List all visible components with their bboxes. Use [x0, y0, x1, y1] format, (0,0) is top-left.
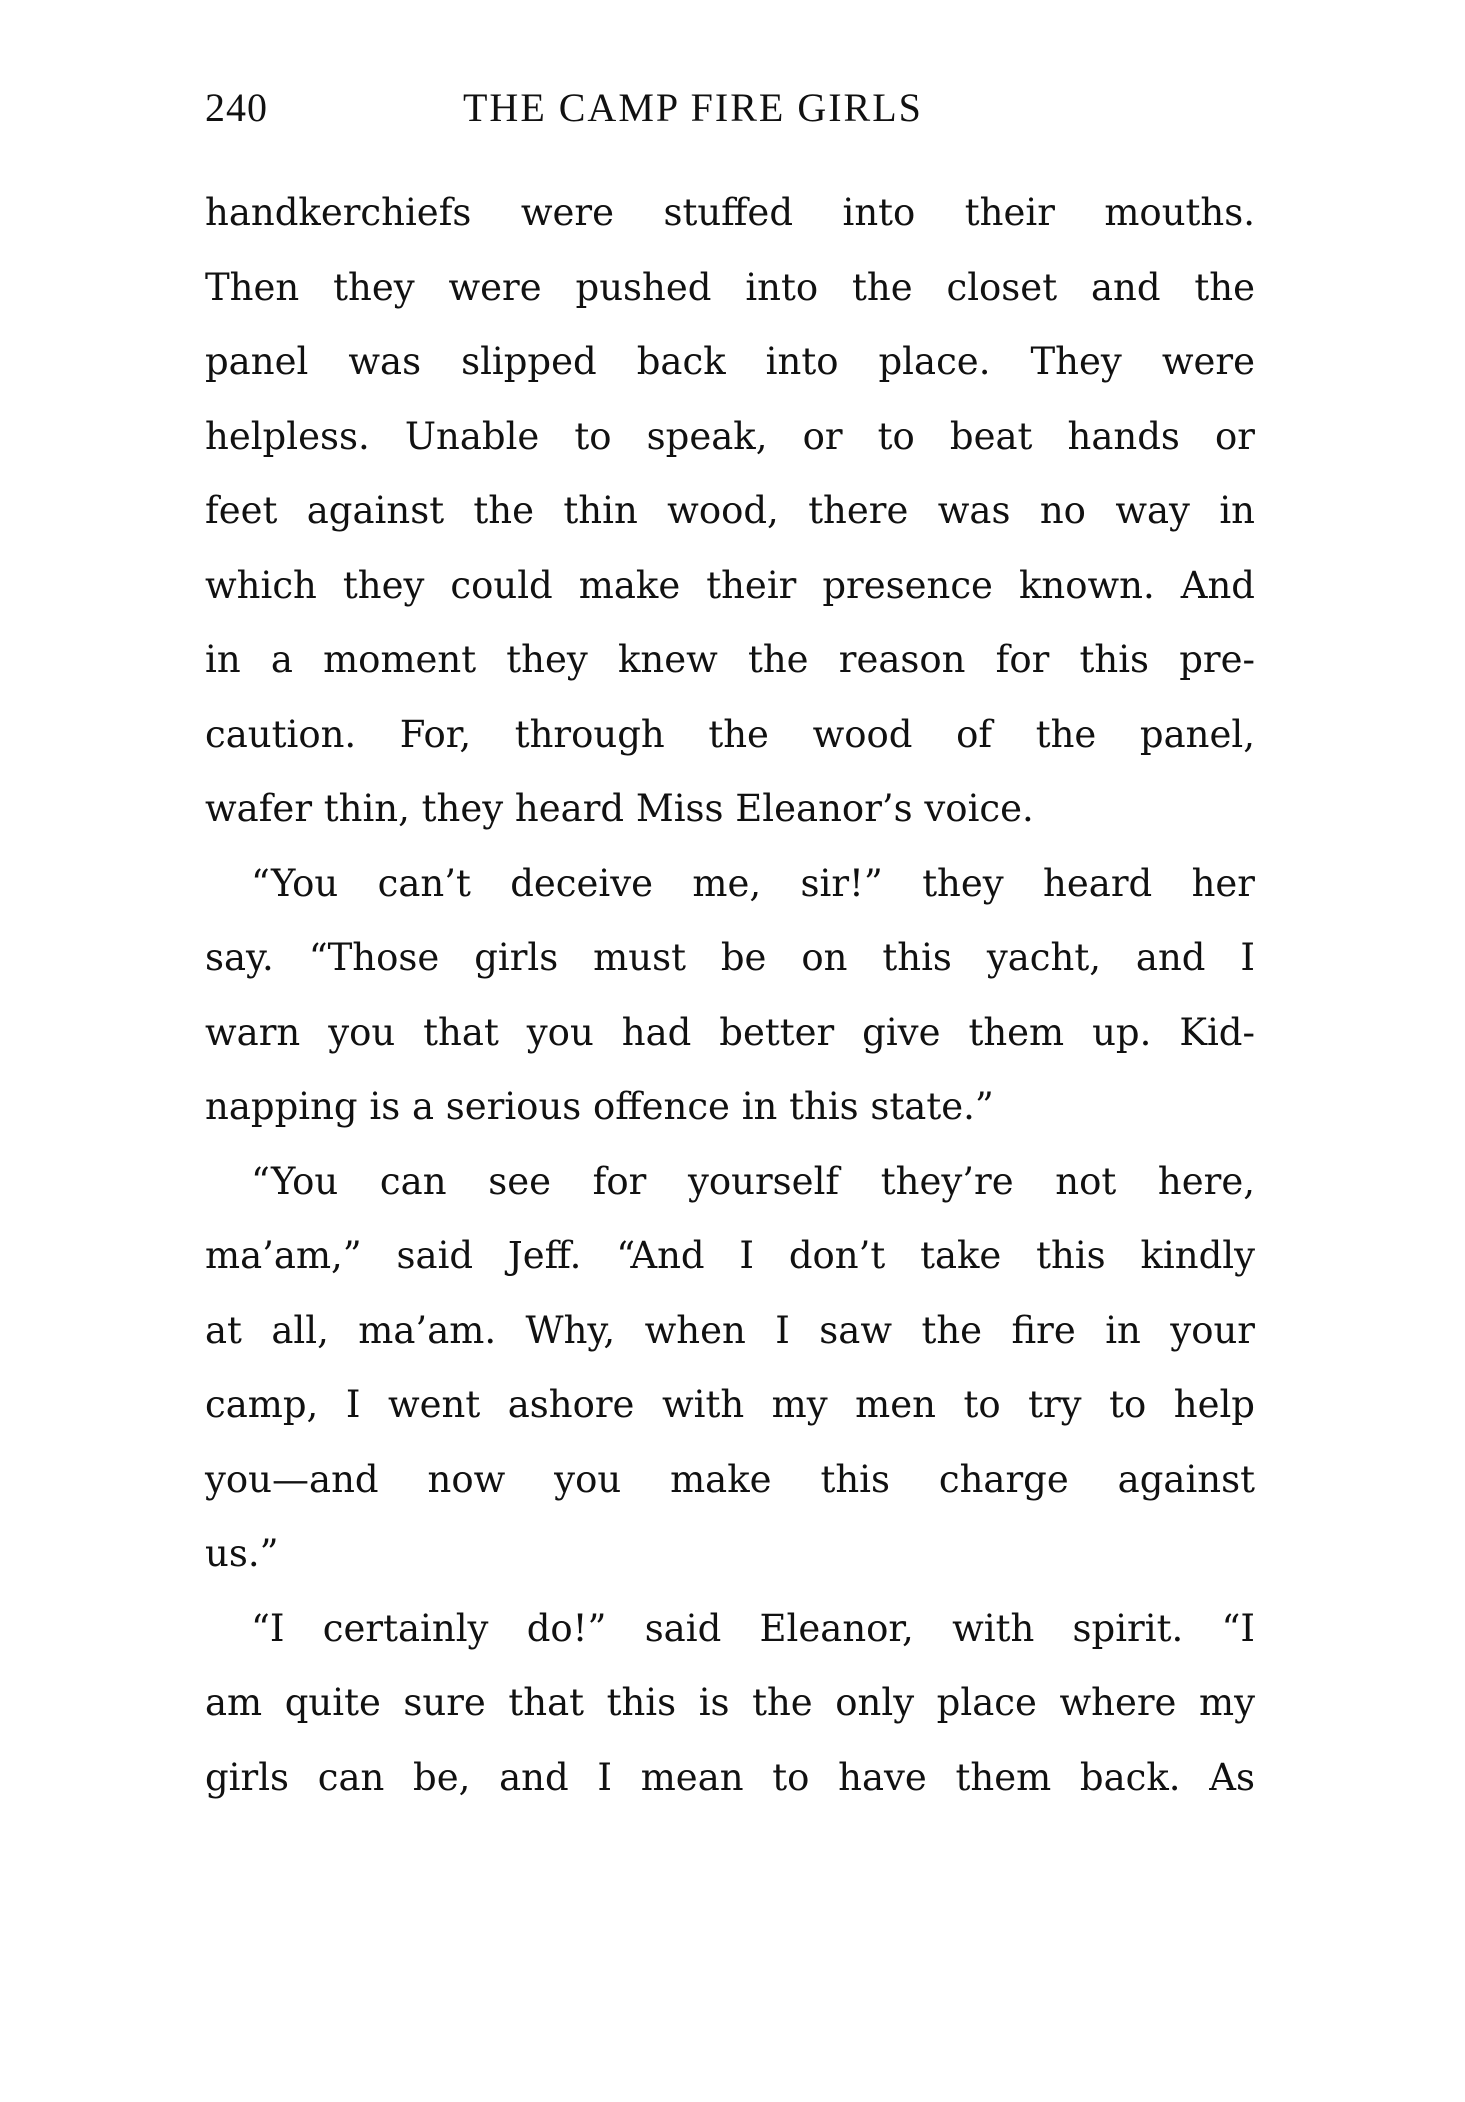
text-line: handkerchiefs were stuffed into their mouths.	[205, 191, 1255, 234]
text-line: napping is a serious offence in this state.”	[205, 1085, 994, 1128]
text-line: “You can’t deceive me, sir!” they heard her	[251, 861, 1255, 905]
text-line: at all, ma’am. Why, when I saw the fire in your	[205, 1308, 1255, 1352]
paragraph	[205, 847, 1255, 1145]
body-text	[205, 176, 1255, 1815]
text-line: you—and now you make this charge against	[205, 1457, 1255, 1501]
text-line: wafer thin, they heard Miss Eleanor’s voice.	[205, 787, 1034, 830]
text-line: “You can see for yourself they’re not here,	[251, 1159, 1255, 1203]
paragraph	[205, 1592, 1255, 1816]
text-line: girls can be, and I mean to have them back. As	[205, 1755, 1255, 1799]
text-line: ma’am,” said Jeff. “And I don’t take this kindly	[205, 1234, 1255, 1277]
text-line: feet against the thin wood, there was no way in	[205, 489, 1255, 532]
page-number: 240	[205, 85, 268, 130]
text-line: helpless. Unable to speak, or to beat hands or	[205, 414, 1255, 458]
text-line: caution. For, through the wood of the panel,	[205, 712, 1255, 756]
text-line: warn you that you had better give them up. Kid-	[205, 1010, 1255, 1054]
text-line: which they could make their presence known. And	[205, 563, 1255, 607]
paragraph	[205, 176, 1255, 847]
text-line: “I certainly do!” said Eleanor, with spirit. “I	[251, 1606, 1255, 1650]
text-line: say. “Those girls must be on this yacht, and I	[205, 936, 1255, 979]
text-line: camp, I went ashore with my men to try to help	[205, 1383, 1255, 1426]
text-line: in a moment they knew the reason for this pre-	[205, 638, 1255, 681]
text-line: am quite sure that this is the only place where my	[205, 1681, 1255, 1724]
text-line: us.”	[205, 1532, 279, 1575]
running-head	[205, 78, 1255, 138]
paragraph	[205, 1145, 1255, 1592]
text-line: panel was slipped back into place. They were	[205, 340, 1255, 383]
text-line: Then they were pushed into the closet and the	[205, 265, 1255, 309]
book-title: THE CAMP FIRE GIRLS	[463, 85, 923, 130]
